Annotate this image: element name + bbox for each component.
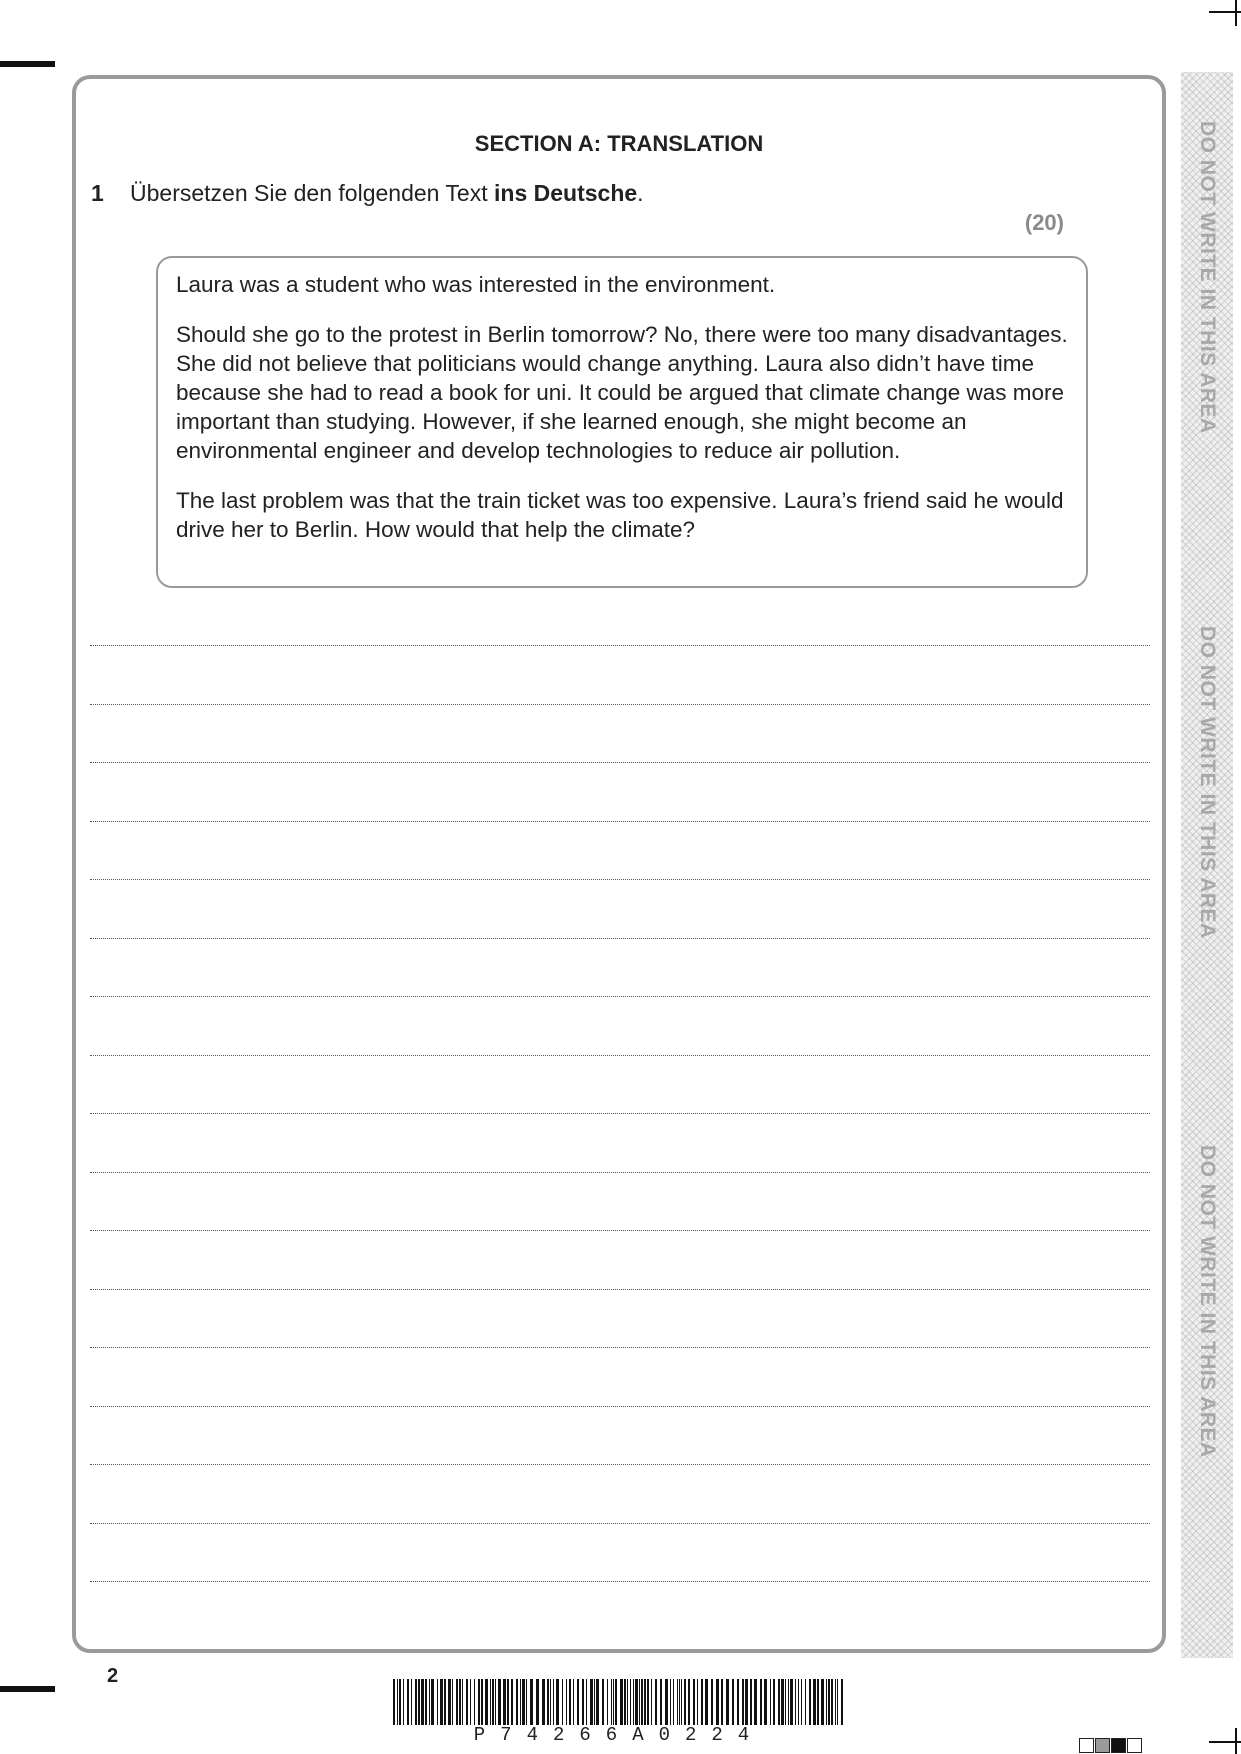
barcode-bar bbox=[701, 1679, 703, 1725]
question-frame bbox=[72, 75, 1166, 1653]
barcode-bar bbox=[688, 1679, 690, 1725]
barcode-bar bbox=[754, 1679, 757, 1725]
source-paragraph-3: The last problem was that the train ticket was too expensive. Laura’s friend said he would drive her to Berlin. How would that help the climate? bbox=[176, 488, 1064, 542]
answer-line[interactable] bbox=[90, 879, 1150, 880]
barcode-bar bbox=[577, 1679, 579, 1725]
barcode-bar bbox=[655, 1679, 657, 1725]
side-label-text-2: DO NOT WRITE IN THIS AREA bbox=[1196, 625, 1219, 939]
answer-line[interactable] bbox=[90, 1406, 1150, 1407]
barcode-bar bbox=[801, 1679, 802, 1725]
answer-line[interactable] bbox=[90, 996, 1150, 997]
barcode-text: P74266A0224 bbox=[473, 1724, 765, 1746]
answer-line[interactable] bbox=[90, 1523, 1150, 1524]
barcode-bar bbox=[498, 1679, 501, 1725]
barcode-bar bbox=[596, 1679, 599, 1725]
barcode-bar bbox=[732, 1679, 734, 1725]
barcode-bar bbox=[448, 1679, 451, 1725]
barcode-bar bbox=[474, 1679, 475, 1725]
barcode-bar bbox=[415, 1679, 417, 1725]
barcode-bar bbox=[490, 1679, 491, 1725]
barcode-bar bbox=[778, 1679, 780, 1725]
source-paragraph-2: Should she go to the protest in Berlin tomorrow? No, there were too many disadvantages. She did not believe that politicians would change anything. Laura also didn’t have time because she had to read a book for uni. It could be argued that climate change was more important than studying. However, if she learned enough, she might become an environmental engineer and develop technologies to reduce air pollution. bbox=[176, 322, 1068, 463]
barcode-bar bbox=[586, 1679, 587, 1725]
barcode-bar bbox=[507, 1679, 509, 1725]
barcode-bar bbox=[516, 1679, 518, 1725]
side-label-2 bbox=[1181, 617, 1233, 947]
barcode-bar bbox=[495, 1679, 496, 1725]
indicator-square bbox=[1095, 1738, 1110, 1753]
barcode-bar bbox=[466, 1679, 468, 1725]
page-number: 2 bbox=[107, 1665, 119, 1687]
barcode-bar bbox=[613, 1679, 614, 1725]
barcode-bar bbox=[795, 1679, 796, 1725]
barcode-bar bbox=[635, 1679, 638, 1725]
barcode-bar bbox=[781, 1679, 784, 1725]
barcode-bar bbox=[679, 1679, 680, 1725]
barcode-bar bbox=[536, 1679, 539, 1725]
barcode-bar bbox=[673, 1679, 674, 1725]
barcode-bar bbox=[627, 1679, 628, 1725]
instruction-end: . bbox=[637, 180, 644, 206]
crop-mark-right-top-v bbox=[1235, 0, 1237, 26]
barcode-bar bbox=[826, 1679, 827, 1725]
do-not-write-strip bbox=[1181, 72, 1233, 1658]
side-label-3 bbox=[1181, 1136, 1233, 1466]
barcode-bar bbox=[630, 1679, 631, 1725]
barcode-bar bbox=[745, 1679, 748, 1725]
barcode-bar bbox=[633, 1679, 634, 1725]
barcode-bar bbox=[684, 1679, 686, 1725]
barcode-bar bbox=[459, 1679, 461, 1725]
barcode-bar bbox=[403, 1679, 404, 1725]
barcode-bar bbox=[556, 1679, 559, 1725]
barcode-bar bbox=[530, 1679, 533, 1725]
barcode-bar bbox=[817, 1679, 819, 1725]
barcode-bar bbox=[418, 1679, 420, 1725]
barcode-bar bbox=[785, 1679, 786, 1725]
barcode-bar bbox=[711, 1679, 713, 1725]
barcode-bar bbox=[805, 1679, 806, 1725]
answer-line[interactable] bbox=[90, 821, 1150, 822]
crop-mark-left-bottom bbox=[0, 1686, 55, 1692]
barcode-bar bbox=[737, 1679, 739, 1725]
answer-line[interactable] bbox=[90, 1230, 1150, 1231]
barcode-bar bbox=[411, 1679, 412, 1725]
barcode bbox=[393, 1679, 845, 1725]
section-title: SECTION A: TRANSLATION bbox=[474, 131, 764, 156]
barcode-bar bbox=[547, 1679, 549, 1725]
barcode-bar bbox=[407, 1679, 409, 1725]
barcode-bar bbox=[841, 1679, 843, 1725]
answer-line[interactable] bbox=[90, 938, 1150, 939]
barcode-bar bbox=[582, 1679, 584, 1725]
barcode-bar bbox=[798, 1679, 799, 1725]
barcode-bar bbox=[828, 1679, 830, 1725]
indicator-squares bbox=[1079, 1738, 1142, 1753]
barcode-bar bbox=[492, 1679, 494, 1725]
barcode-bar bbox=[481, 1679, 483, 1725]
instruction-bold: ins Deutsche bbox=[494, 180, 638, 206]
barcode-bar bbox=[821, 1679, 824, 1725]
barcode-bar bbox=[431, 1679, 434, 1725]
barcode-bar bbox=[470, 1679, 471, 1725]
barcode-bar bbox=[788, 1679, 789, 1725]
barcode-bar bbox=[425, 1679, 427, 1725]
barcode-bar bbox=[697, 1679, 698, 1725]
barcode-bar bbox=[590, 1679, 593, 1725]
barcode-bar bbox=[550, 1679, 551, 1725]
answer-line[interactable] bbox=[90, 1289, 1150, 1290]
answer-lines bbox=[90, 645, 1150, 1640]
barcode-bar bbox=[760, 1679, 762, 1725]
barcode-bar bbox=[573, 1679, 574, 1725]
indicator-square bbox=[1127, 1738, 1142, 1753]
barcode-bar bbox=[462, 1679, 463, 1725]
barcode-bar bbox=[835, 1679, 836, 1725]
barcode-bar bbox=[602, 1679, 604, 1725]
barcode-bar bbox=[607, 1679, 608, 1725]
barcode-bar bbox=[526, 1679, 527, 1725]
barcode-bar bbox=[399, 1679, 401, 1725]
barcode-bar bbox=[393, 1679, 395, 1725]
answer-line[interactable] bbox=[90, 1347, 1150, 1348]
answer-line[interactable] bbox=[90, 762, 1150, 763]
answer-line[interactable] bbox=[90, 1581, 1150, 1582]
question-instruction bbox=[130, 180, 644, 207]
barcode-bar bbox=[553, 1679, 554, 1725]
answer-line[interactable] bbox=[90, 1172, 1150, 1173]
barcode-bar bbox=[641, 1679, 643, 1725]
barcode-bar bbox=[726, 1679, 729, 1725]
barcode-bar bbox=[503, 1679, 506, 1725]
source-text-box bbox=[156, 256, 1088, 588]
barcode-bar bbox=[770, 1679, 771, 1725]
indicator-square bbox=[1079, 1738, 1094, 1753]
barcode-bar bbox=[790, 1679, 793, 1725]
barcode-bar bbox=[677, 1679, 678, 1725]
barcode-bar bbox=[809, 1679, 811, 1725]
barcode-bar bbox=[624, 1679, 626, 1725]
barcode-bar bbox=[421, 1679, 424, 1725]
barcode-bar bbox=[444, 1679, 446, 1725]
barcode-bar bbox=[562, 1679, 563, 1725]
barcode-bar bbox=[742, 1679, 744, 1725]
barcode-bar bbox=[522, 1679, 525, 1725]
barcode-bar bbox=[485, 1679, 488, 1725]
instruction-plain: Übersetzen Sie den folgenden Text bbox=[130, 180, 494, 206]
barcode-bar bbox=[647, 1679, 649, 1725]
barcode-bar bbox=[837, 1679, 838, 1725]
barcode-bar bbox=[456, 1679, 458, 1725]
answer-line[interactable] bbox=[90, 1113, 1150, 1114]
barcode-bar bbox=[651, 1679, 652, 1725]
barcode-bar bbox=[813, 1679, 816, 1725]
crop-mark-left-top bbox=[0, 61, 55, 67]
answer-line[interactable] bbox=[90, 704, 1150, 705]
barcode-bar bbox=[644, 1679, 646, 1725]
side-label-text-1: DO NOT WRITE IN THIS AREA bbox=[1196, 120, 1219, 434]
barcode-bar bbox=[831, 1679, 833, 1725]
barcode-bar bbox=[429, 1679, 430, 1725]
barcode-bar bbox=[764, 1679, 767, 1725]
barcode-bar bbox=[660, 1679, 662, 1725]
answer-line[interactable] bbox=[90, 1055, 1150, 1056]
indicator-square bbox=[1111, 1738, 1126, 1753]
answer-line[interactable] bbox=[90, 1464, 1150, 1465]
barcode-bar bbox=[665, 1679, 668, 1725]
barcode-bar bbox=[594, 1679, 595, 1725]
barcode-bar bbox=[542, 1679, 545, 1725]
barcode-bar bbox=[452, 1679, 453, 1725]
question-number: 1 bbox=[91, 180, 104, 206]
barcode-bar bbox=[705, 1679, 708, 1725]
barcode-bar bbox=[611, 1679, 612, 1725]
source-paragraph-1: Laura was a student who was interested in the environment. bbox=[176, 272, 776, 297]
barcode-bar bbox=[639, 1679, 640, 1725]
side-label-text-3: DO NOT WRITE IN THIS AREA bbox=[1196, 1144, 1219, 1458]
barcode-bar bbox=[670, 1679, 671, 1725]
barcode-bar bbox=[397, 1679, 398, 1725]
barcode-bar bbox=[620, 1679, 623, 1725]
barcode-bar bbox=[566, 1679, 567, 1725]
crop-mark-right-bottom-v bbox=[1235, 1728, 1237, 1754]
barcode-bar bbox=[569, 1679, 571, 1725]
marks-label: (20) bbox=[1024, 210, 1064, 235]
side-label-1 bbox=[1181, 112, 1233, 442]
barcode-bar bbox=[721, 1679, 723, 1725]
barcode-bar bbox=[750, 1679, 752, 1725]
barcode-bar bbox=[681, 1679, 682, 1725]
barcode-bar bbox=[437, 1679, 438, 1725]
barcode-bar bbox=[716, 1679, 719, 1725]
barcode-bar bbox=[511, 1679, 513, 1725]
barcode-bar bbox=[520, 1679, 521, 1725]
barcode-bar bbox=[615, 1679, 617, 1725]
barcode-bar bbox=[773, 1679, 775, 1725]
barcode-bar bbox=[693, 1679, 695, 1725]
barcode-bar bbox=[440, 1679, 443, 1725]
answer-line[interactable] bbox=[90, 645, 1150, 646]
barcode-bar bbox=[478, 1679, 480, 1725]
